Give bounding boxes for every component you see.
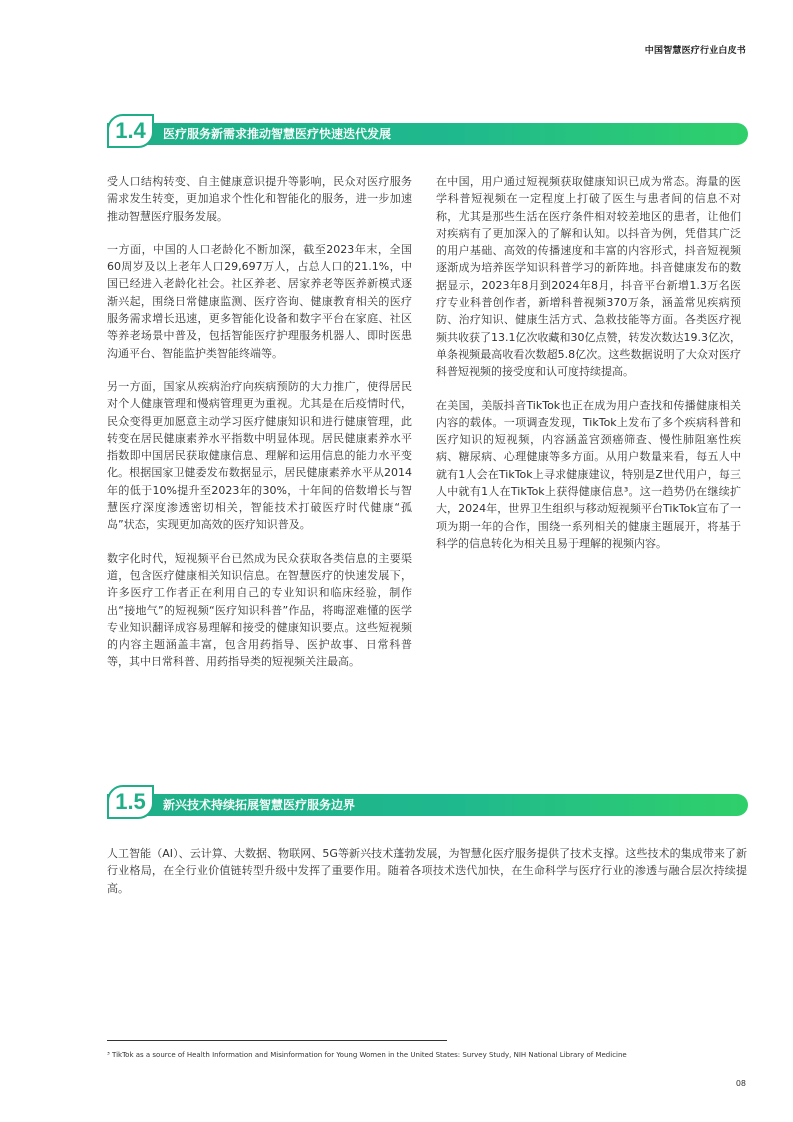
document-header-title: 中国智慧医疗行业白皮书 (644, 46, 746, 56)
footnote-divider (107, 1040, 447, 1041)
section-title: 医疗服务新需求推动智慧医疗快速迭代发展 (163, 127, 392, 141)
body-paragraph: 另一方面，国家从疾病治疗向疾病预防的大力推广，使得居民对个人健康管理和慢病管理更为重视。尤其是在后疫情时代，民众变得更加愿意主动学习医疗健康知识和进行健康管理，此转变在居民健康素养水平指数中明显体现。居民健康素养水平指数即中国居民获取健康信息、理解和运用信息的能力水平变化。根据国家卫健委发布数据显示，居民健康素养水平从2014年的低于10%提升至2023年的30%，十年间的倍数增长与智慧医疗深度渗透密切相关，智能技术打破医疗时代健康“孤岛”状态，实现更加高效的医疗知识普及。 (107, 379, 412, 532)
body-paragraph: 在中国，用户通过短视频获取健康知识已成为常态。海量的医学科普短视频在一定程度上打破了医生与患者间的信息不对称，尤其是那些生活在医疗条件相对较差地区的患者，让他们对疾病有了更加深入的了解和认知。以抖音为例，凭借其广泛的用户基础、高效的传播速度和丰富的内容形式，抖音短视频逐渐成为培养医学知识科普学习的新阵地。抖音健康发布的数据显示，2023年8月到2024年8月，抖音平台新增1.3万名医疗专业科普创作者，新增科普视频370万条，涵盖常见疾病预防、治疗知识、健康生活方式、急救技能等方面。各类医疗视频共收获了13.1亿次收藏和30亿点赞，转发次数达19.3亿次，单条视频最高收看次数超5.8亿次。这些数据说明了大众对医疗科普短视频的接受度和认可度持续提高。 (436, 175, 741, 379)
footnote: ³ TikTok as a source of Health Information and Misinformation for Young Women in the United States: Survey Study, NIH National Library of Medicine (107, 1051, 627, 1059)
body-paragraph: 人工智能（AI）、云计算、大数据、物联网、5G等新兴技术蓬勃发展，为智慧化医疗服务提供了技术支撑。这些技术的集成带来了新行业格局，在全行业价值链转型升级中发挥了重要作用。随着各项技术迭代加快，在生命科学与医疗行业的渗透与融合层次持续提高。 (107, 847, 747, 895)
page-number: 08 (735, 1079, 746, 1088)
body-paragraph: 在美国，美版抖音TikTok也正在成为用户查找和传播健康相关内容的载体。一项调查发现，TikTok上发布了多个疾病科普和医疗知识的短视频，内容涵盖宫颈癌筛查、慢性肺阻塞性疾病、糖尿病、心理健康等多方面。从用户数量来看，每五人中就有1人会在TikTok上寻求健康建议，特别是Z世代用户，每三人中就有1人在TikTok上获得健康信息³。这一趋势仍在继续扩大，2024年，世界卫生组织与移动短视频平台TikTok宣布了一项为期一年的合作，围绕一系列相关的健康主题展开，将基于科学的信息转化为相关且易于理解的视频内容。 (436, 398, 741, 550)
section-heading-1-4 (107, 118, 748, 145)
section-title: 新兴技术持续拓展智慧医疗服务边界 (163, 798, 356, 812)
body-paragraph: 受人口结构转变、自主健康意识提升等影响，民众对医疗服务需求发生转变，更加追求个性化和智能化的服务，进一步加速推动智慧医疗服务发展。 (107, 175, 412, 223)
body-paragraph: 数字化时代，短视频平台已然成为民众获取各类信息的主要渠道，包含医疗健康相关知识信息。在智慧医疗的快速发展下，许多医疗工作者正在利用自己的专业知识和临床经验，制作出“接地气”的短视频“医疗知识科普”作品，将晦涩难懂的医学专业知识翻译成容易理解和接受的健康知识要点。这些短视频的内容主题涵盖丰富，包含用药指导、医护故事、日常科普等，其中日常科普、用药指导类的短视频关注最高。 (107, 551, 412, 669)
left-column (107, 173, 412, 687)
body-paragraph: 一方面，中国的人口老龄化不断加深，截至2023年末，全国60周岁及以上老年人口29,697万人，占总人口的21.1%，中国已经进入老龄化社会。社区养老、居家养老等医养新模式逐渐兴起，围绕日常健康监测、医疗咨询、健康教育相关的医疗服务需求增长迅速，更多智能化设备和数字平台在家庭、社区等养老场景中普及，包括智能医疗护理服务机器人、即时医患沟通平台、智能监护类智能终端等。 (107, 242, 412, 360)
section-number-badge: 1.4 (107, 114, 154, 148)
section-number-badge: 1.5 (107, 785, 154, 819)
section-heading-1-5 (107, 789, 748, 816)
right-column (436, 173, 741, 568)
